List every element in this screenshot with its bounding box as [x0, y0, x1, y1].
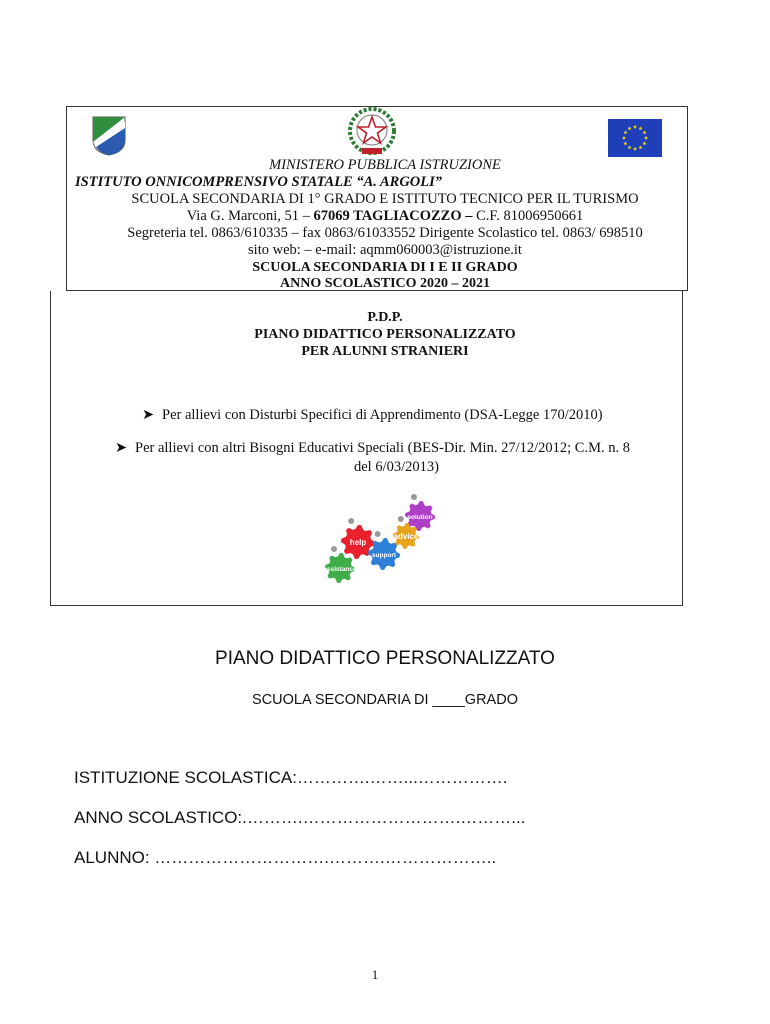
school-grade-post: GRADO	[464, 692, 518, 708]
repubblica-italiana-emblem	[347, 106, 397, 156]
address-line	[0, 208, 770, 225]
field-alunno[interactable]: ALUNNO: ………………………….……….………………..	[74, 848, 497, 867]
bullet-text: Per allievi con altri Bisogni Educativi Speciali (BES-Dir. Min. 27/12/2012; C.M. n. 8	[135, 440, 630, 456]
gear-label-support: support	[371, 552, 397, 559]
ministry-name: MINISTERO PUBBLICA ISTRUZIONE	[269, 157, 501, 173]
bullet-text: Per allievi con Disturbi Specifici di Apprendimento (DSA-Legge 170/2010)	[162, 407, 603, 423]
pdp-abbr: P.D.P.	[367, 310, 403, 325]
pdp-title: PIANO DIDATTICO PERSONALIZZATO	[254, 327, 516, 342]
figure-head-icon	[331, 546, 337, 552]
arrow-bullet-icon: ➤	[142, 407, 155, 423]
figure-head-icon	[348, 518, 354, 524]
school-grade-pre: SCUOLA SECONDARIA DI	[252, 692, 433, 708]
figure-head-icon	[398, 516, 404, 522]
gear-label-help: help	[349, 538, 367, 547]
web-line: sito web: – e-mail: aqmm060003@istruzione.it	[248, 242, 522, 258]
address-pre: Via G. Marconi, 51 –	[186, 208, 314, 224]
european-union-flag	[608, 119, 662, 157]
figure-head-icon	[375, 531, 381, 537]
gear-label-advice: advice	[393, 532, 419, 541]
field-anno[interactable]: ANNO SCOLASTICO:.……….……………………….………...	[74, 808, 526, 827]
gears-illustration	[314, 488, 444, 588]
form-title: PIANO DIDATTICO PERSONALIZZATO	[215, 648, 555, 669]
pdp-subtitle: PER ALUNNI STRANIERI	[301, 344, 469, 359]
school-year: ANNO SCOLASTICO 2020 – 2021	[279, 276, 491, 291]
gear-label-solution: solution	[407, 514, 433, 521]
page-number: 1	[371, 967, 379, 982]
bullet-item-dsa	[142, 406, 603, 424]
school-grade-line	[0, 692, 770, 709]
address-city: 67069 TAGLIACOZZO –	[313, 208, 473, 224]
school-level: SCUOLA SECONDARIA DI I E II GRADO	[252, 260, 518, 275]
bullet-item-bes-cont: del 6/03/2013)	[354, 459, 439, 475]
schools-line: SCUOLA SECONDARIA DI 1° GRADO E ISTITUTO TECNICO PER IL TURISMO	[131, 191, 639, 207]
regione-abruzzo-logo	[92, 116, 126, 156]
institute-name: ISTITUTO ONNICOMPRENSIVO STATALE “A. ARGOLI”	[75, 174, 443, 190]
grade-blank[interactable]: ____	[432, 692, 465, 708]
bullet-item-bes	[115, 439, 630, 457]
figure-head-icon	[411, 494, 417, 500]
phones-line: Segreteria tel. 0863/610335 – fax 0863/61033552 Dirigente Scolastico tel. 0863/ 698510	[127, 225, 643, 241]
address-post: C.F. 81006950661	[472, 208, 584, 224]
gear-label-assistance: assistance	[323, 566, 357, 573]
field-istituzione[interactable]: ISTITUZIONE SCOLASTICA:………….……...…………….	[74, 768, 508, 787]
arrow-bullet-icon: ➤	[115, 440, 128, 456]
